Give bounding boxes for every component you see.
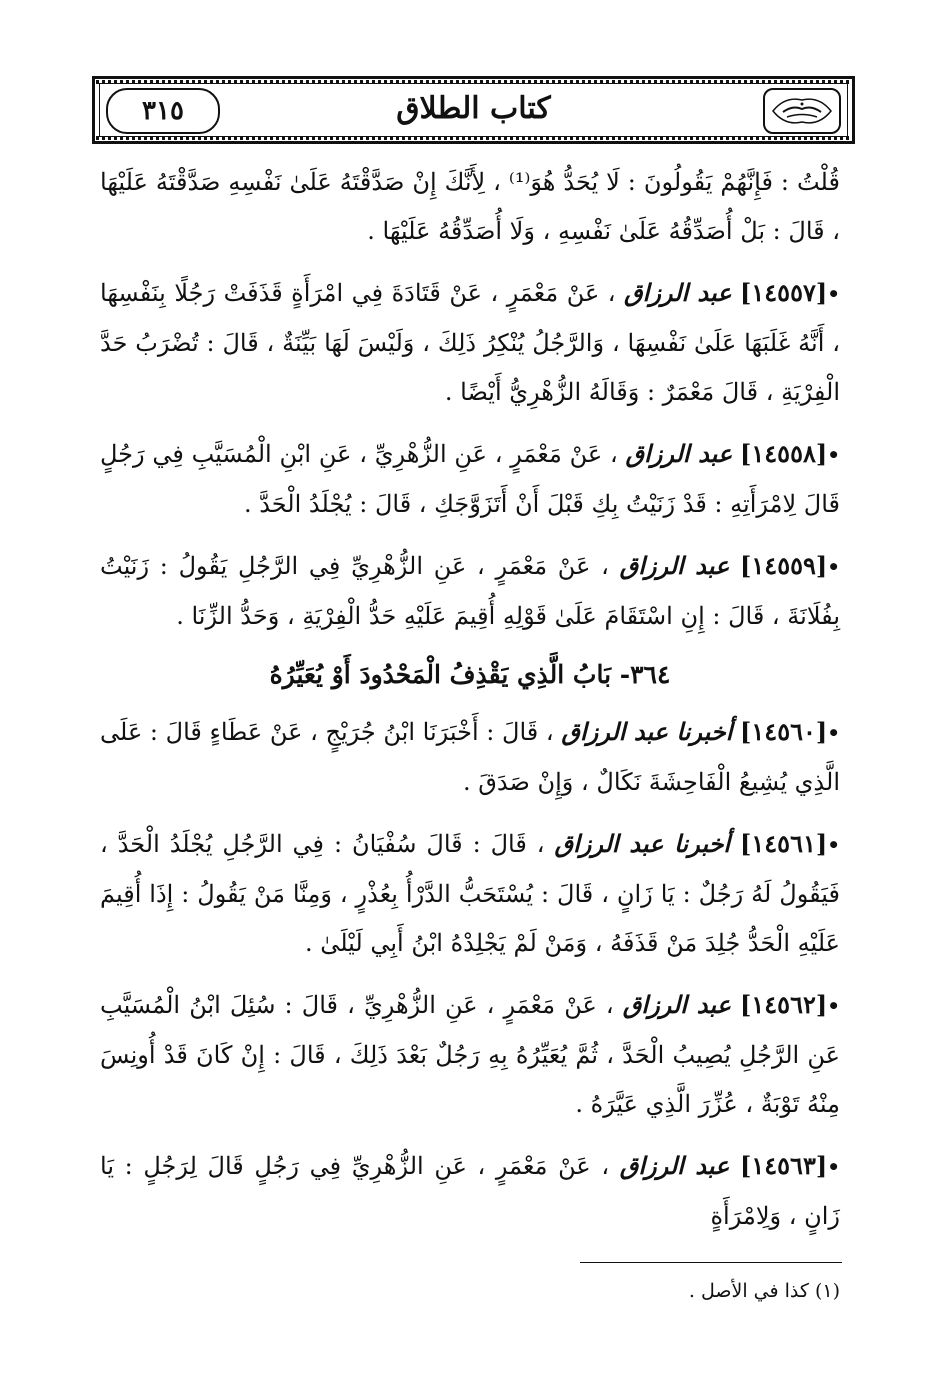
hadith-paragraph (100, 707, 840, 807)
bullet: • (827, 833, 840, 857)
hadith-paragraph (100, 268, 840, 417)
bullet: • (827, 1155, 840, 1179)
hadith-source: عبد الرزاق (619, 1151, 730, 1180)
bullet: • (827, 555, 841, 579)
footnote-separator (580, 1262, 842, 1263)
hadith-paragraph (100, 429, 840, 529)
hadith-paragraph (100, 1141, 840, 1241)
hadith-number: [١٤٥٦٣] (740, 1151, 828, 1180)
paragraph-text: ، عَنْ مَعْمَرٍ ، عَنِ الزُّهْرِيِّ فِي رَجُلٍ قَالَ لِرَجُلٍ : يَا زَانٍ ، وَلِامْرَأَةٍ (100, 1152, 840, 1230)
bullet: • (827, 282, 840, 306)
paragraph-text: ، عَنْ مَعْمَرٍ ، عَنِ الزُّهْرِيِّ فِي الرَّجُلِ يَقُولُ : زَنَيْتُ بِفُلَانَةَ ، قَالَ : إِنِ اسْتَقَامَ عَلَىٰ قَوْلِهِ أُقِيمَ عَلَيْهِ حَدُّ الْفِرْيَةِ ، وَحَدُّ الزِّنَا . (100, 552, 840, 630)
paragraph-text: ، عَنْ مَعْمَرٍ ، عَنِ الزُّهْرِيِّ ، عَنِ ابْنِ الْمُسَيَّبِ فِي رَجُلٍ قَالَ لِامْرَأَتِهِ : قَدْ زَنَيْتُ بِكِ قَبْلَ أَنْ أَتَزَوَّجَكِ ، قَالَ : يُجْلَدُ الْحَدَّ . (100, 440, 840, 518)
hadith-source: عبد الرزاق (622, 990, 731, 1019)
hadith-number: [١٤٥٦٠] (740, 717, 828, 746)
hadith-paragraph (100, 541, 840, 641)
bullet: • (827, 721, 841, 745)
paragraph-text: ، قَالَ : أَخْبَرَنَا ابْنُ جُرَيْجٍ ، عَنْ عَطَاءٍ قَالَ : عَلَى الَّذِي يُشِيعُ الْفَاحِشَةَ نَكَالٌ ، وَإِنْ صَدَقَ . (100, 718, 840, 796)
hadith-source: عبد الرزاق (624, 278, 732, 307)
bullet: • (827, 994, 840, 1018)
paragraph-text: قُلْتُ : فَإِنَّهُمْ يَقُولُونَ : لَا يُحَدُّ هُوَ⁽¹⁾ ، لِأَنَّكَ إِنْ صَدَّقْتَهُ عَلَىٰ نَفْسِهِ صَدَّقْتَهُ عَلَيْهَا ، قَالَ : بَلْ أُصَدِّقُهُ عَلَىٰ نَفْسِهِ ، وَلَا أُصَدِّقُهُ عَلَيْهَا . (100, 168, 840, 245)
hadith-source: عبد الرزاق (619, 551, 730, 580)
book-title: كتاب الطلاق (396, 91, 551, 126)
page-header (92, 76, 855, 144)
hadith-number: [١٤٥٦١] (740, 829, 828, 858)
paragraph-text: ، قَالَ : قَالَ سُفْيَانُ : فِي الرَّجُلِ يُجْلَدُ الْحَدَّ ، فَيَقُولُ لَهُ رَجُلٌ : يَا زَانٍ ، قَالَ : يُسْتَحَبُّ الدَّرْأُ بِعُذْرٍ ، وَمِنَّا مَنْ يَقُولُ : إِذَا أُقِيمَ عَلَيْهِ الْحَدُّ جُلِدَ مَنْ قَذَفَهُ ، وَمَنْ لَمْ يَجْلِدْهُ ابْنُ أَبِي لَيْلَىٰ . (100, 830, 840, 957)
hadith-source: عبد الرزاق (625, 439, 733, 468)
page-body (100, 158, 840, 1253)
footnote: (١) كذا في الأصل . (688, 1280, 840, 1302)
hadith-number: [١٤٥٥٧] (740, 278, 828, 307)
paragraph-text: ، عَنْ مَعْمَرٍ ، عَنْ قَتَادَةَ فِي امْرَأَةٍ قَذَفَتْ رَجُلًا بِنَفْسِهَا ، أَنَّهُ غَلَبَهَا عَلَىٰ نَفْسِهَا ، وَالرَّجُلُ يُنْكِرُ ذَلِكَ ، وَلَيْسَ لَهَا بَيِّنَةٌ ، قَالَ : تُضْرَبُ حَدَّ الْفِرْيَةِ ، قَالَ مَعْمَرٌ : وَقَالَهُ الزُّهْرِيُّ أَيْضًا . (100, 279, 840, 406)
bullet: • (827, 443, 840, 467)
hadith-source: أخبرنا عبد الرزاق (554, 829, 731, 858)
hadith-paragraph (100, 819, 840, 968)
hadith-number: [١٤٥٥٨] (740, 439, 828, 468)
hadith-number: [١٤٥٦٢] (740, 990, 828, 1019)
page-number: ٣١٥ (106, 88, 220, 134)
paragraph-continuation (100, 158, 840, 256)
paragraph-text: ، عَنْ مَعْمَرٍ ، عَنِ الزُّهْرِيِّ ، قَالَ : سُئِلَ ابْنُ الْمُسَيَّبِ عَنِ الرَّجُلِ يُصِيبُ الْحَدَّ ، ثُمَّ يُعَيِّرُهُ بِهِ رَجُلٌ بَعْدَ ذَلِكَ ، قَالَ : إِنْ كَانَ قَدْ أُونِسَ مِنْهُ تَوْبَةٌ ، عُزِّرَ الَّذِي عَيَّرَهُ . (100, 991, 840, 1118)
hadith-number: [١٤٥٥٩] (740, 551, 828, 580)
chapter-heading: ٣٦٤- بَابُ الَّذِي يَقْذِفُ الْمَحْدُودَ أَوْ يُعَيِّرُهُ (269, 660, 671, 689)
hadith-source: أخبرنا عبد الرزاق (561, 717, 733, 746)
hadith-paragraph (100, 980, 840, 1129)
